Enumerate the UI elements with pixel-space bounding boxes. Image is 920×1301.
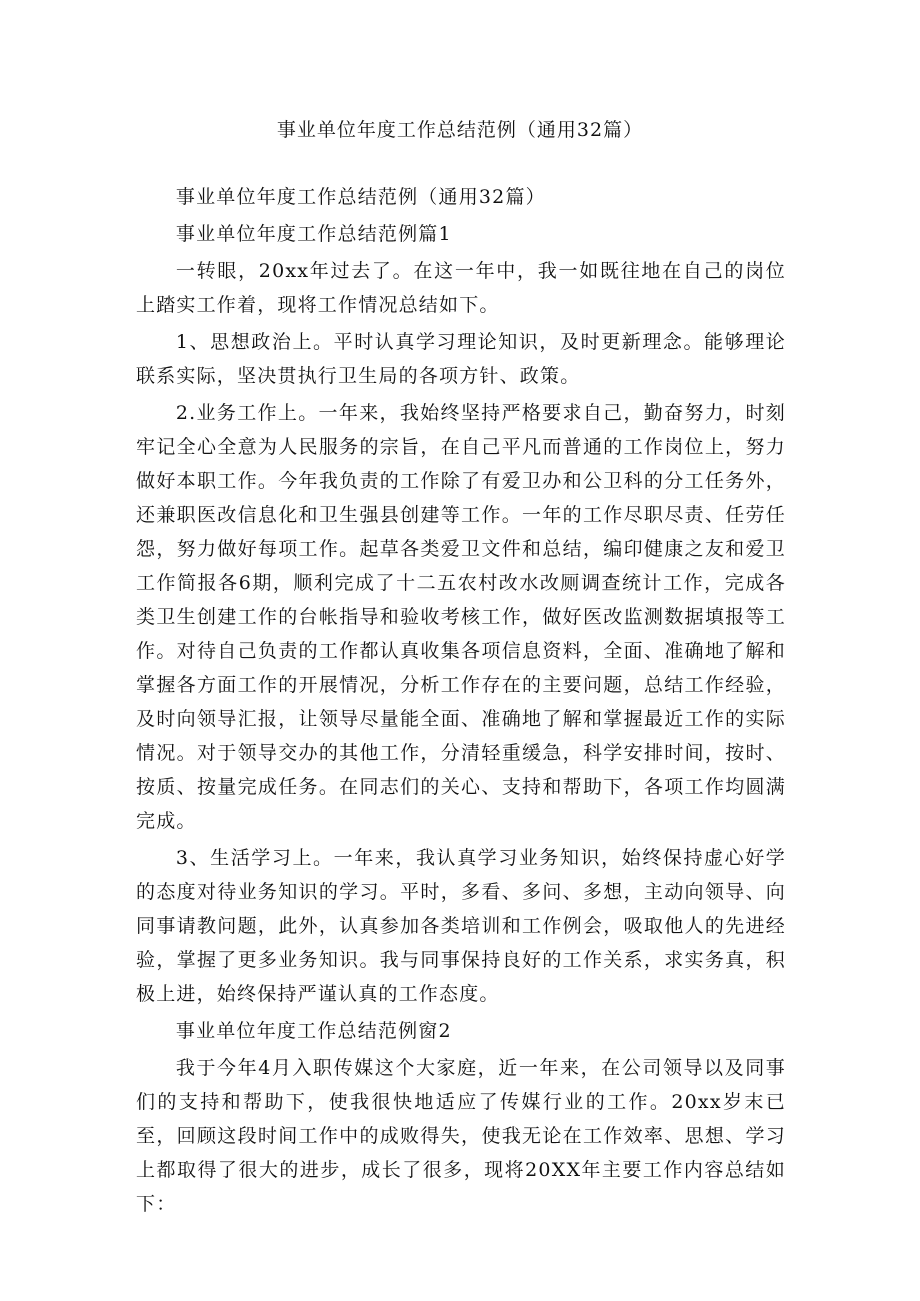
section-heading-1: 事业单位年度工作总结范例篇1 [175, 223, 452, 245]
subtitle-paragraph: 事业单位年度工作总结范例（通用32篇） [175, 186, 546, 208]
document-title: 事业单位年度工作总结范例（通用32篇） [276, 119, 644, 141]
paragraph-political: 1、思想政治上。平时认真学习理论知识，及时更新理念。能够理论联系实际，坚决贯执行卫生局的各项方针、政策。 [136, 331, 786, 387]
section-heading-2: 事业单位年度工作总结范例窗2 [175, 1020, 452, 1042]
paragraph-business: 2.业务工作上。一年来，我始终坚持严格要求自己，勤奋努力，时刻牢记全心全意为人民服务的宗旨，在自己平凡而普通的工作岗位上，努力做好本职工作。今年我负责的工作除了有爱卫办和公卫科的分工任务外，还兼职医改信息化和卫生强县创建等工作。一年的工作尽职尽责、任劳任怨，努力做好每项工作。起草各类爱卫文件和总结，编印健康之友和爱卫工作简报各6期，顺利完成了十二五农村改水改厕调查统计工作，完成各类卫生创建工作的台帐指导和验收考核工作，做好医改监测数据填报等工作。对待自己负责的工作都认真收集各项信息资料，全面、准确地了解和掌握各方面工作的开展情况，分析工作存在的主要问题，总结工作经验，及时向领导汇报，让领导尽量能全面、准确地了解和掌握最近工作的实际情况。对于领导交办的其他工作，分清轻重缓急，科学安排时间，按时、按质、按量完成任务。在同志们的关心、支持和帮助下，各项工作均圆满完成。 [136, 402, 786, 832]
intro-paragraph: 一转眼，20xx年过去了。在这一年中，我一如既往地在自己的岗位上踏实工作着，现将工作情况总结如下。 [136, 260, 786, 316]
document-body [136, 180, 786, 1224]
paragraph-study: 3、生活学习上。一年来，我认真学习业务知识，始终保持虚心好学的态度对待业务知识的学习。平时，多看、多问、多想，主动向领导、向同事请教问题，此外，认真参加各类培训和工作例会，吸取他人的先进经验，掌握了更多业务知识。我与同事保持良好的工作关系，求实务真，积极上进，始终保持严谨认真的工作态度。 [136, 847, 786, 1005]
paragraph-media: 我于今年4月入职传媒这个大家庭，近一年来，在公司领导以及同事们的支持和帮助下，使我很快地适应了传媒行业的工作。20xx岁末已至，回顾这段时间工作中的成败得失，使我无论在工作效率、思想、学习上都取得了很大的进步，成长了很多，现将20XX年主要工作内容总结如下： [136, 1057, 786, 1215]
